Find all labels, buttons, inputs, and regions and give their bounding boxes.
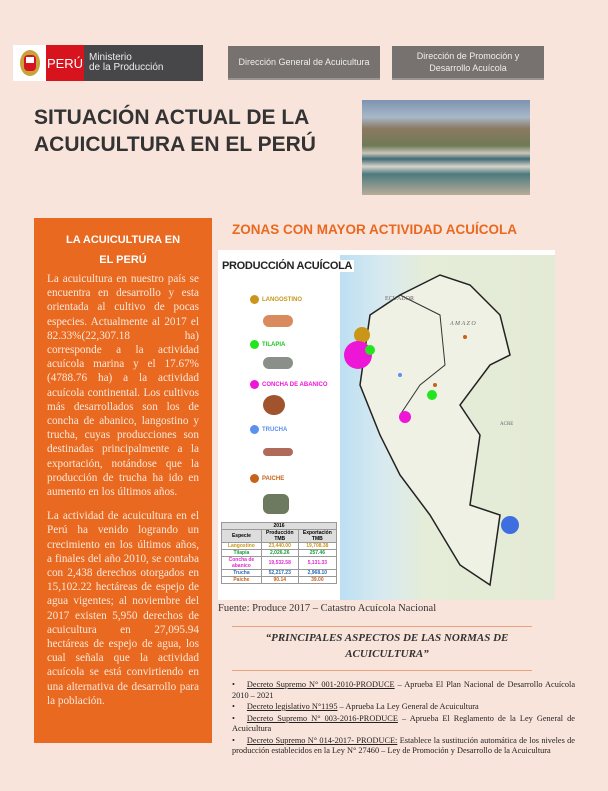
legend-langostino	[250, 295, 302, 304]
legend-concha	[250, 380, 328, 389]
norms-list	[232, 680, 575, 758]
tilapia-marker	[365, 345, 375, 355]
list-item	[232, 702, 575, 713]
norm-link[interactable]: Decreto Supremo N° 001-2010-PRODUCE	[246, 680, 395, 689]
page-title	[34, 104, 316, 158]
aquaculture-ponds-photo	[362, 100, 530, 195]
table-row	[222, 570, 337, 577]
ministry-line2: de la Producción	[89, 62, 164, 73]
table-cell: Langostino	[222, 543, 262, 550]
zones-title: ZONAS CON MAYOR ACTIVIDAD ACUÍCOLA	[232, 222, 518, 237]
paiche-marker	[463, 335, 467, 339]
table-year: 2016	[222, 523, 337, 530]
production-table	[221, 522, 337, 584]
divider	[232, 670, 532, 671]
list-item	[232, 680, 575, 701]
concha-marker	[399, 411, 411, 423]
table-cell: 23,440.00	[261, 543, 298, 550]
norms-title	[222, 630, 552, 662]
ecuador-label: ECUADOR	[385, 296, 415, 302]
acre-label: ACRE	[500, 422, 514, 427]
norms-title-line2: ACUICULTURA”	[345, 648, 429, 660]
title-line1: SITUACIÓN ACTUAL DE LA	[34, 106, 310, 129]
trucha-marker	[501, 516, 519, 534]
panel-heading	[47, 230, 199, 270]
concha-dot-icon	[250, 380, 259, 389]
legend-label: LANGOSTINO	[262, 296, 302, 303]
legend-paiche	[250, 474, 284, 483]
shrimp-icon	[263, 315, 293, 327]
table-cell: 5,131.33	[298, 557, 336, 570]
peru-label: PERÚ	[46, 45, 84, 81]
table-cell: 52,217.23	[261, 570, 298, 577]
title-line2: ACUICULTURA EN EL PERÚ	[34, 133, 316, 156]
norms-title-line1: “PRINCIPALES ASPECTOS DE LAS NORMAS DE	[265, 632, 509, 644]
production-map-figure	[218, 250, 555, 600]
ministry-line1: Ministerio	[89, 52, 132, 63]
norm-text: Establece la sustitución automática de los niveles de producción establecidos en la Ley N° 27460 – Ley de Promoción y Desarrollo de la Acuicultura	[232, 735, 575, 755]
norm-link[interactable]: Decreto legislativo N°1195	[246, 702, 338, 711]
table-cell: Paiche	[222, 577, 262, 584]
scallop-icon	[263, 395, 285, 415]
produce-logo	[13, 45, 203, 81]
map-source: Fuente: Produce 2017 – Catastro Acuícola Nacional	[218, 603, 437, 614]
coat-of-arms-icon	[13, 45, 46, 81]
dga-box: Dirección General de Acuicultura	[228, 46, 380, 80]
dpda-box	[392, 46, 544, 80]
panel-paragraph-2: La actividad de acuicultura en el Perú ha venido logrando un crecimiento en los últimos años, a finales del año 2010, se contaba con 2,438 derechos otorgados en 15,102.22 hectáreas de espejo de agua vigentes; al noviembre del 2017 existen 5,950 derechos de acuicultura en 27,095.94 hectáreas de espejo de agua, los cual señala que la actividad acuícola se está convirtiendo en una alternativa de desarrollo para la población.	[47, 510, 199, 707]
peru-map	[340, 255, 555, 600]
list-item	[232, 714, 575, 735]
norm-text: – Aprueba El Reglamento de la Ley General de Acuicultura	[232, 713, 575, 733]
langostino-dot-icon	[250, 295, 259, 304]
info-panel	[34, 218, 212, 743]
panel-heading-line2: EL PERÚ	[99, 254, 147, 266]
dpda-line2: Desarrollo Acuícola	[429, 63, 507, 73]
panel-heading-line1: LA ACUICULTURA EN	[65, 234, 181, 246]
table-cell: 90.14	[261, 577, 298, 584]
legend-label: CONCHA DE ABANICO	[262, 381, 328, 388]
legend-label: TILAPIA	[262, 341, 286, 348]
trucha-marker	[398, 373, 402, 377]
table-cell: Concha de abanico	[222, 557, 262, 570]
paiche-fish-icon	[263, 494, 289, 514]
table-cell: Tilapia	[222, 550, 262, 557]
table-row	[222, 550, 337, 557]
tilapia-marker	[427, 390, 437, 400]
trout-icon	[263, 448, 293, 456]
legend-label: TRUCHA	[262, 426, 288, 433]
table-row	[222, 557, 337, 570]
legend-label: PAICHE	[262, 475, 285, 482]
table-row	[222, 577, 337, 584]
table-cell: 19,708.38	[298, 543, 336, 550]
norm-link[interactable]: Decreto Supremo N° 014-2017- PRODUCE:	[246, 735, 398, 745]
divider	[232, 626, 532, 627]
panel-paragraph-1: La acuicultura en nuestro país se encuentra en desarrollo y esta orientada al cultivo de pocas especies. Actualmente al 2017 el 82.33%(22,307.18 ha) corresponde a la actividad acuícola marina y el 17.67%(4788.76 ha) a la actividad acuícola continental. Los cultivos más desarrollados son los de concha de abanico, langostino y trucha, cuyas producciones son destinadas principalmente a la exportación, notándose que la producción de trucha ha ido en aumento en los últimos años.	[47, 273, 199, 499]
ministry-label	[84, 45, 203, 81]
table-header: Especie	[222, 530, 262, 543]
table-cell: 39.00	[298, 577, 336, 584]
legend-title: PRODUCCIÓN ACUÍCOLA	[222, 260, 353, 272]
table-cell: 2,026.26	[261, 550, 298, 557]
list-item	[232, 736, 575, 757]
table-header: Exportación TMB	[298, 530, 336, 543]
table-row	[222, 543, 337, 550]
trucha-dot-icon	[250, 425, 259, 434]
table-cell: 257.46	[298, 550, 336, 557]
paiche-dot-icon	[250, 474, 259, 483]
amazonas-label: A M A Z O	[450, 321, 476, 327]
tilapia-dot-icon	[250, 340, 259, 349]
table-header: Producción TMB	[261, 530, 298, 543]
table-cell: 19,532.58	[261, 557, 298, 570]
norm-text: – Aprueba El Plan Nacional de Desarrollo Acuícola 2010 – 2021	[232, 680, 575, 700]
paiche-marker	[433, 383, 437, 387]
table-cell: 2,968.10	[298, 570, 336, 577]
norm-text: – Aprueba La Ley General de Acuicultura	[337, 702, 479, 711]
map-drawing	[340, 255, 555, 600]
legend-tilapia	[250, 340, 285, 349]
table-cell: Trucha	[222, 570, 262, 577]
legend-trucha	[250, 425, 287, 434]
concha-marker	[344, 341, 372, 369]
dpda-line1: Dirección de Promoción y	[416, 51, 520, 61]
tilapia-fish-icon	[263, 357, 293, 369]
langostino-marker	[354, 327, 370, 343]
norm-link[interactable]: Decreto Supremo N° 003-2016-PRODUCE	[246, 713, 398, 723]
